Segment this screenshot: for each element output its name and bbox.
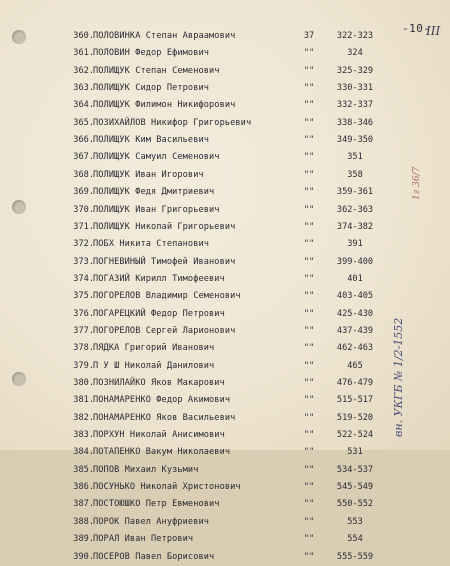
page-range: 437-439 [336,325,374,336]
person-name: ПОБХ Никита Степанович [93,239,210,250]
list-item [0,28,450,45]
list-item [0,531,450,548]
page-range: 399-400 [336,256,374,267]
person-name: ПОЛИЩУК Степан Семенович [93,65,220,76]
list-item [0,444,450,461]
year-mark: "" [303,135,315,146]
entry-number: 361. [73,48,94,59]
page-range: 359-361 [336,187,374,198]
year-mark: "" [303,447,315,458]
year-mark: "" [303,273,315,284]
person-name: ПОЗНИЛАЙКО Яков Макарович [93,378,225,388]
list-item [0,410,450,427]
list-item [0,496,450,513]
entry-number: 372. [73,239,94,250]
entry-number: 384. [73,447,94,458]
person-name: ПОЛИЩУК Самуил Семенович [93,152,220,163]
page-range: 391 [347,239,363,250]
list-item [0,392,450,409]
entry-number: 387. [73,499,94,510]
list-item [0,184,450,201]
list-item [0,306,450,323]
entry-number: 378. [73,343,94,354]
list-item [0,375,450,392]
year-mark: "" [303,395,315,406]
year-mark: "" [303,534,315,545]
year-mark: "" [303,83,315,94]
person-name: ПОРАЛ Иван Петрович [93,534,194,545]
page-range: 534-537 [336,464,374,475]
entry-number: 360. [73,31,94,41]
entry-number: 383. [73,430,94,441]
list-item [0,514,450,531]
entry-number: 370. [73,204,94,215]
person-name: ПОГОРЕЛОВ Сергей Ларионович [93,325,236,336]
list-item [0,288,450,305]
year-mark: "" [303,239,315,250]
list-item [0,45,450,62]
page-range: 362-363 [336,204,374,215]
year-mark: "" [303,100,315,111]
page-range: 555-559 [336,551,374,562]
list-item [0,271,450,288]
year-mark: "" [303,499,315,510]
margin-stamp-text: 1г 36/7 [412,166,422,200]
person-name: ПОГАРЕЦКИЙ Федор Петрович [93,308,225,319]
entry-number: 364. [73,100,94,111]
year-mark: "" [303,308,315,319]
year-mark: "" [303,482,315,493]
page-range: 425-430 [336,308,374,319]
person-name: ПОРХУН Николай Анисимович [93,430,225,441]
list-item [0,97,450,114]
entry-number: 379. [73,360,94,371]
person-name: ПОЛИЩУК Федя Дмитриевич [93,187,215,198]
page-range: 358 [347,169,363,180]
year-mark: "" [303,204,315,215]
list-item [0,358,450,375]
person-name: ПОЛОВИН Федор Ефимович [93,48,210,59]
entry-number: 369. [73,187,94,198]
person-name: ПЯДКА Григорий Иванович [93,343,215,354]
page-range: 374-382 [336,221,374,232]
list-item [0,115,450,132]
page-range: 519-520 [336,412,374,423]
year-mark: "" [303,152,315,163]
entry-number: 362. [73,65,94,76]
entry-number: 388. [73,516,94,527]
person-name: ПОЛИЩУК Иван Игорович [93,169,204,180]
person-name: ПОЛИЩУК Иван Григорьевич [93,204,220,215]
page-range: 351 [347,152,363,163]
page-range: 553 [347,516,363,527]
year-mark: "" [303,430,315,441]
list-item [0,254,450,271]
year-mark: "" [303,343,315,354]
year-mark: "" [303,464,315,475]
entry-number: 390. [73,551,94,562]
person-name: ПОГОРЕЛОВ Владимир Семенович [93,291,241,302]
person-name: ПОРОК Павел Ануфриевич [93,516,210,527]
margin-note-text: вн. УКГБ № 1/2-1552 [392,317,405,437]
year-mark: "" [303,169,315,180]
person-name: ПОЛИЩУК Сидор Петрович [93,83,210,94]
list-item [0,462,450,479]
list-item [0,149,450,166]
entry-number: 373. [73,256,94,267]
page-range: 324 [347,48,363,59]
entry-number: 380. [73,378,94,388]
year-mark: 37 [303,31,315,41]
entry-number: 366. [73,135,94,146]
entry-number: 365. [73,117,94,128]
year-mark: "" [303,291,315,302]
entry-number: 377. [73,325,94,336]
page-range: 522-524 [336,430,374,441]
year-mark: "" [303,412,315,423]
list-item [0,323,450,340]
entry-number: 375. [73,291,94,302]
list-item [0,202,450,219]
page-range: 476-479 [336,378,374,388]
entry-number: 363. [73,83,94,94]
entry-number: 376. [73,308,94,319]
list-item [0,80,450,97]
entry-number: 368. [73,169,94,180]
entry-number: 367. [73,152,94,163]
person-name: ПОЛИЩУК Николай Григорьевич [93,221,236,232]
roman-numeral-mark: III [426,24,441,38]
person-name: ПОГАЗИЙ Кирилл Тимофеевич [93,273,225,284]
page-number: -10- [402,22,431,35]
entry-number: 371. [73,221,94,232]
list-item [0,63,450,80]
page-range: 401 [347,273,363,284]
page-range: 515-517 [336,395,374,406]
year-mark: "" [303,360,315,371]
year-mark: "" [303,378,315,388]
page-range: 545-549 [336,482,374,493]
list-item [0,479,450,496]
person-name: ПОСТОЮШКО Петр Евменович [93,499,220,510]
year-mark: "" [303,551,315,562]
page-range: 349-350 [336,135,374,146]
year-mark: "" [303,48,315,59]
list-item [0,236,450,253]
person-name: ПОГНЕВИНЫЙ Тимофей Иванович [93,256,236,267]
year-mark: "" [303,65,315,76]
year-mark: "" [303,187,315,198]
page-range: 330-331 [336,83,374,94]
year-mark: "" [303,325,315,336]
person-name: ПОНАМАРЕНКО Федор Акимович [93,395,231,406]
person-name: ПОЛИЩУК Ким Васильевич [93,135,210,146]
list-item [0,219,450,236]
page-range: 554 [347,534,363,545]
page-range: 403-405 [336,291,374,302]
page-range: 531 [347,447,363,458]
list-item [0,549,450,566]
person-name: ПОСУНЬКО Николай Христонович [93,482,241,493]
person-name: ПОНАМАРЕНКО Яков Васильевич [93,412,236,423]
person-name: ПОПОВ Михаил Кузьмич [93,464,199,475]
person-name: ПОЛОВИНКА Степан Авраамович [93,31,236,41]
entry-number: 381. [73,395,94,406]
year-mark: "" [303,221,315,232]
person-name: П У Ш Николай Данилович [93,360,215,371]
year-mark: "" [303,256,315,267]
person-name: ПОЛИЩУК Филимон Никифорович [93,100,236,111]
person-name: ПОЗИХАЙЛОВ Никифор Григорьевич [93,117,252,128]
list-item [0,340,450,357]
page-range: 325-329 [336,65,374,76]
page-range: 322-323 [336,31,374,41]
page-range: 462-463 [336,343,374,354]
list-item [0,427,450,444]
list-item [0,132,450,149]
page-range: 550-552 [336,499,374,510]
page-range: 338-346 [336,117,374,128]
list-item [0,167,450,184]
year-mark: "" [303,516,315,527]
page-range: 332-337 [336,100,374,111]
person-name: ПОТАПЕНКО Вакум Николаевич [93,447,231,458]
person-name: ПОСЕРОВ Павел Борисович [93,551,215,562]
entry-number: 382. [73,412,94,423]
page-range: 465 [347,360,363,371]
entry-number: 374. [73,273,94,284]
entry-number: 386. [73,482,94,493]
entry-number: 389. [73,534,94,545]
entry-number: 385. [73,464,94,475]
year-mark: "" [303,117,315,128]
